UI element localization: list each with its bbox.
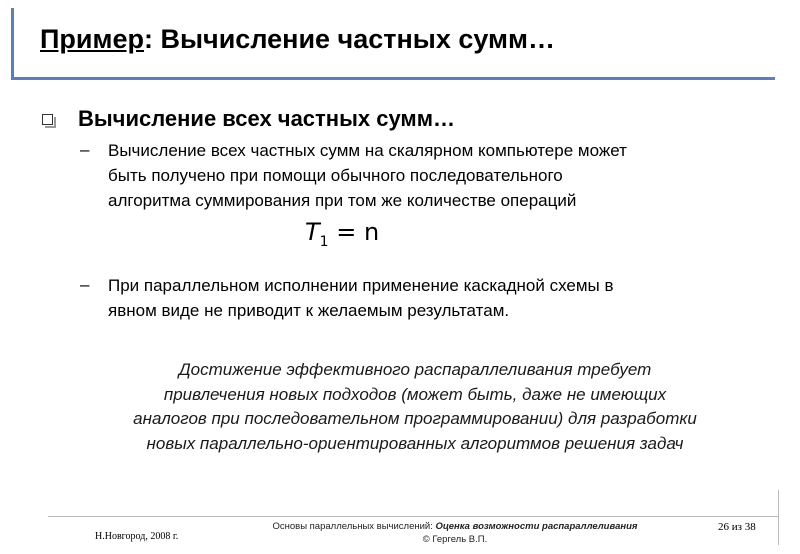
item1-line: Вычисление всех частных сумм на скалярном компьютере может — [108, 141, 627, 160]
item2-line: При параллельном исполнении применение каскадной схемы в — [108, 276, 614, 295]
footer-course-info — [250, 520, 660, 546]
conclusion-text — [60, 358, 770, 456]
checkbox-bullet-icon — [42, 114, 53, 125]
conclusion-line: новых параллельно-ориентированных алгоритмов решения задач — [146, 433, 684, 453]
footer-course-name: Основы параллельных вычислений: — [272, 521, 436, 532]
item1-line: быть получено при помощи обычного последовательного — [108, 166, 563, 185]
footer-divider — [48, 516, 778, 517]
item2-text — [108, 273, 614, 323]
dash-bullet-2: – — [80, 275, 90, 294]
formula-var: T — [305, 218, 320, 246]
title-word: Пример — [40, 24, 144, 54]
footer-topic: Оценка возможности распараллеливания — [435, 521, 638, 532]
page-number: 26 из 38 — [718, 521, 756, 533]
footer-side-divider — [778, 490, 779, 545]
footer-location-date: Н.Новгород, 2008 г. — [95, 531, 179, 542]
item1-line: алгоритма суммирования при том же количестве операций — [108, 191, 577, 210]
title-accent-bar — [11, 8, 14, 80]
conclusion-line: Достижение эффективного распараллеливания требует — [178, 360, 652, 379]
item1-text — [108, 138, 627, 213]
formula — [305, 218, 379, 250]
title-rest: : Вычисление частных сумм… — [143, 24, 555, 54]
title-underline-bar — [11, 77, 775, 80]
item2-line: явном виде не приводит к желаемым результатам. — [108, 301, 510, 320]
formula-sub: 1 — [319, 233, 329, 250]
slide-title — [40, 24, 555, 55]
conclusion-line: аналогов при последовательном программировании) для разработки — [133, 409, 697, 428]
footer-author: © Гергель В.П. — [422, 534, 488, 545]
formula-rhs: = n — [336, 218, 380, 246]
bullet-heading: Вычисление всех частных сумм… — [78, 106, 455, 131]
conclusion-line: привлечения новых подходов (может быть, даже не имеющих — [163, 384, 667, 404]
dash-bullet-1: – — [80, 140, 90, 159]
